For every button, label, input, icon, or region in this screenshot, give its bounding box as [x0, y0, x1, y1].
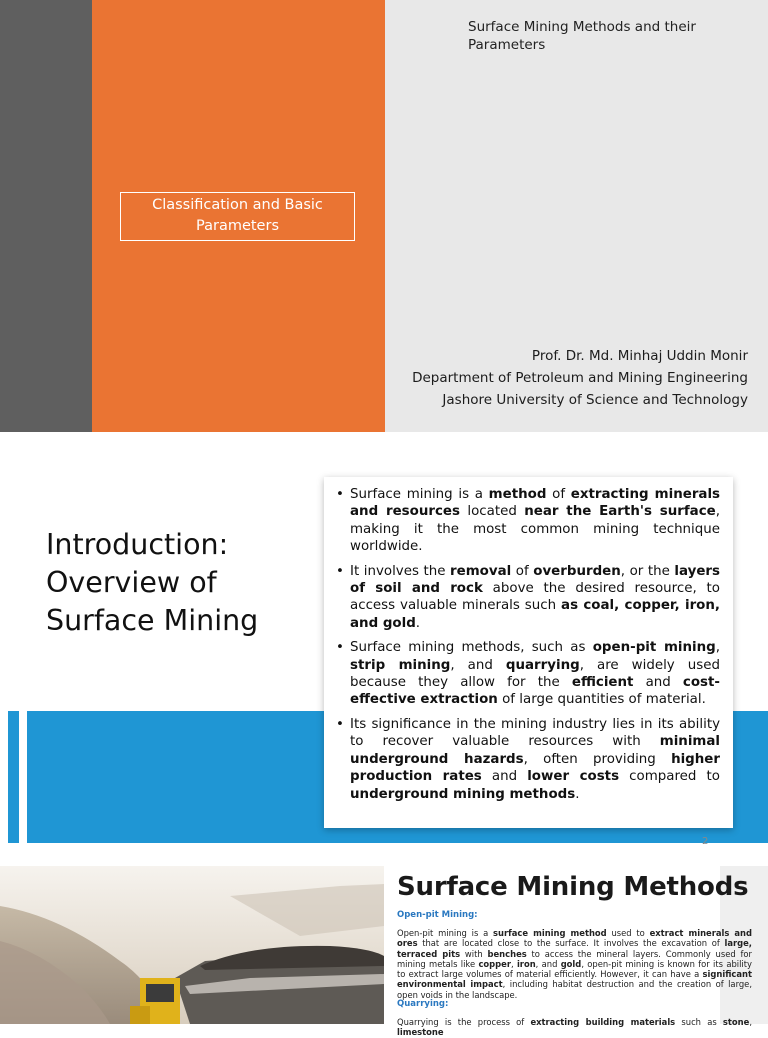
slide-heading: Introduction: Overview of Surface Mining — [46, 528, 259, 637]
bullet-icon: • — [336, 640, 344, 656]
open-pit-heading: Open-pit Mining: — [397, 910, 478, 920]
author-block — [368, 345, 748, 411]
bullet-icon: • — [336, 716, 344, 732]
bullet-item: • Surface mining is a method of extracting minerals and resources located near the Earth's surface, making it the most common mining technique worldwide. — [336, 487, 721, 555]
bullet-icon: • — [336, 563, 344, 579]
truck-photo-illustration — [0, 866, 384, 1024]
bullet-icon: • — [336, 487, 344, 502]
bullet-list — [336, 486, 720, 803]
open-pit-paragraph: Open-pit mining is a surface mining method used to extract minerals and ores that are located close to the surface. It involves the excavation of large, terraced pits with benches to access the mineral layers. Commonly used for mining metals like copper, iron, and gold, open-pit mining is known for its ability to extract large volumes of material efficiently. However, it can have a significant environmental impact, including habitat destruction and the creation of large, open voids in the landscape. — [397, 928, 752, 1000]
bullet-item: • Its significance in the mining industry lies in its ability to recover valuable resources with minimal underground hazards, often providing higher production rates and lower costs compared to underground mining methods. — [336, 716, 720, 802]
slide-title — [0, 0, 768, 432]
bullet-card — [324, 477, 733, 828]
subtitle-box: Classification and Basic Parameters — [120, 192, 355, 241]
slide-heading: Surface Mining Methods — [397, 872, 749, 902]
slide-introduction — [0, 432, 768, 856]
author-department: Department of Petroleum and Mining Engineering — [412, 370, 748, 386]
gray-side-panel — [0, 0, 92, 432]
bullet-item: • Surface mining methods, such as open-pit mining, strip mining, and quarrying, are widely used because they allow for the efficient and cost-effective extraction of large quantities of material. — [336, 640, 720, 708]
slide-surface-mining-methods — [0, 866, 768, 1038]
bullet-item: • It involves the removal of overburden, or the layers of soil and rock above the desired resource, to access valuable minerals such as coal, copper, iron, and gold. — [336, 563, 720, 631]
quarrying-paragraph: Quarrying is the process of extracting building materials such as stone, limestone — [397, 1017, 752, 1038]
presentation-title: Surface Mining Methods and their Parameters — [468, 19, 696, 53]
author-university: Jashore University of Science and Technology — [442, 392, 748, 408]
blue-accent-bar — [8, 711, 19, 843]
author-name: Prof. Dr. Md. Minhaj Uddin Monir — [531, 348, 748, 364]
mining-truck-photo — [0, 866, 384, 1024]
page-number: 2 — [702, 836, 709, 847]
quarrying-heading: Quarrying: — [397, 999, 449, 1009]
